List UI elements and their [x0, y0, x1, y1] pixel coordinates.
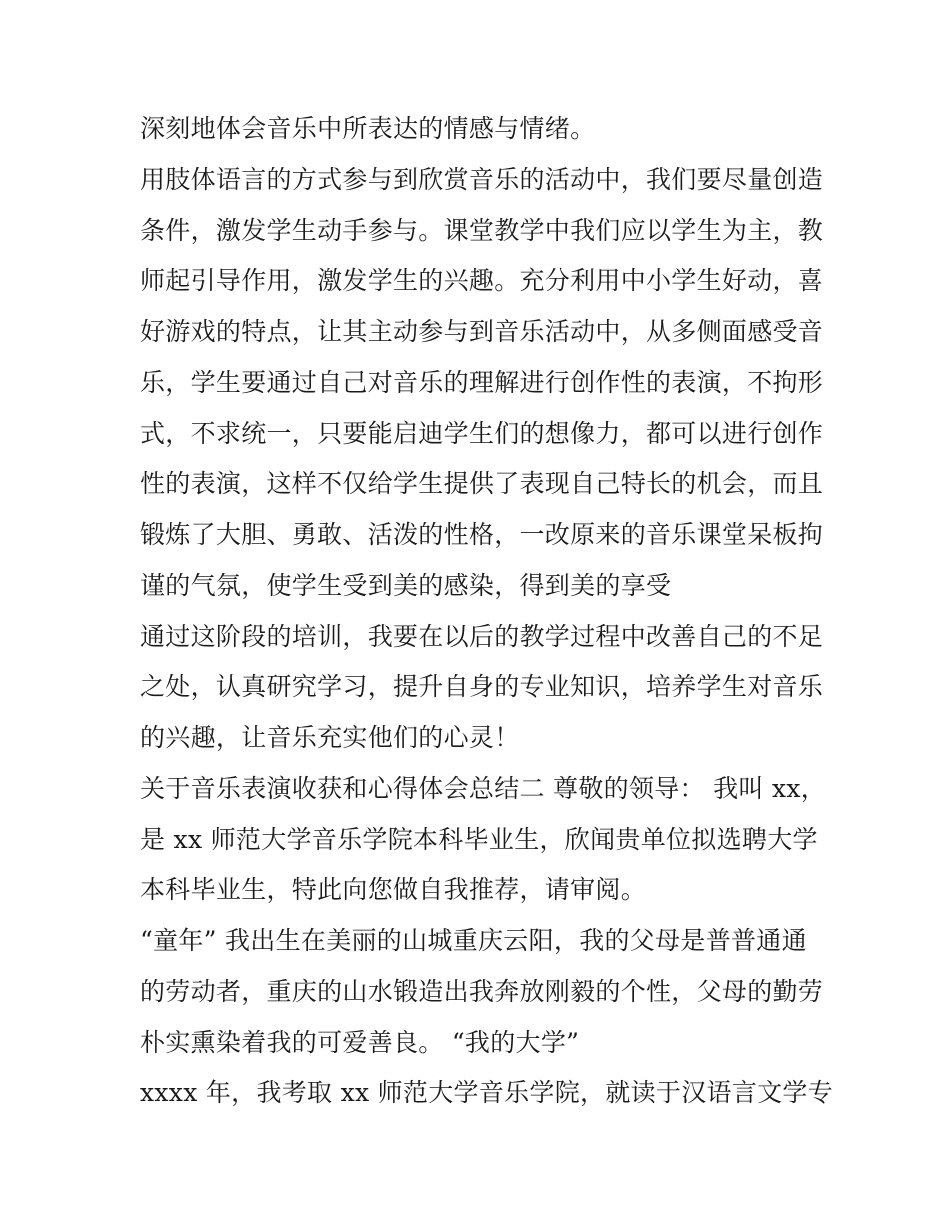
text-line: 性的表演，这样不仅给学生提供了表现自己特长的机会，而且: [140, 469, 824, 499]
text-line: 朴实熏染着我的可爱善良。 “我的大学”: [140, 1027, 580, 1057]
text-line: 条件，激发学生动手参与。课堂教学中我们应以学生为主，教: [140, 215, 824, 245]
text-line: 关于音乐表演收获和心得体会总结二 尊敬的领导： 我叫 xx，: [140, 773, 827, 803]
document-body: [140, 104, 834, 1119]
text-line: 式，不求统一，只要能启迪学生们的想像力，都可以进行创作: [140, 418, 824, 448]
text-line: 的劳动者，重庆的山水锻造出我奔放刚毅的个性，父母的勤劳: [140, 976, 824, 1006]
text-line: 通过这阶段的培训，我要在以后的教学过程中改善自己的不足: [140, 621, 824, 651]
text-line: 本科毕业生，特此向您做自我推荐，请审阅。: [140, 875, 647, 905]
text-line: 的兴趣，让音乐充实他们的心灵！: [140, 723, 520, 752]
text-line: 用肢体语言的方式参与到欣赏音乐的活动中，我们要尽量创造: [140, 164, 824, 194]
text-line: 乐，学生要通过自己对音乐的理解进行创作性的表演，不拘形: [140, 367, 824, 397]
text-line: 谨的气氛，使学生受到美的感染，得到美的享受: [140, 570, 672, 600]
text-line: 锻炼了大胆、勇敢、活泼的性格，一改原来的音乐课堂呆板拘: [140, 520, 824, 549]
text-line: 师起引导作用，激发学生的兴趣。充分利用中小学生好动，喜: [140, 266, 824, 296]
text-line: 深刻地体会音乐中所表达的情感与情绪。: [140, 114, 596, 143]
text-line: xxxx 年，我考取 xx 师范大学音乐学院，就读于汉语言文学专: [140, 1078, 834, 1108]
text-line: 是 xx 师范大学音乐学院本科毕业生，欣闻贵单位拟选聘大学: [140, 824, 818, 854]
text-line: 之处，认真研究学习，提升自身的专业知识，培养学生对音乐: [140, 672, 824, 702]
text-line: 好游戏的特点，让其主动参与到音乐活动中，从多侧面感受音: [140, 317, 824, 346]
text-line: “童年” 我出生在美丽的山城重庆云阳，我的父母是普普通通: [140, 926, 807, 955]
